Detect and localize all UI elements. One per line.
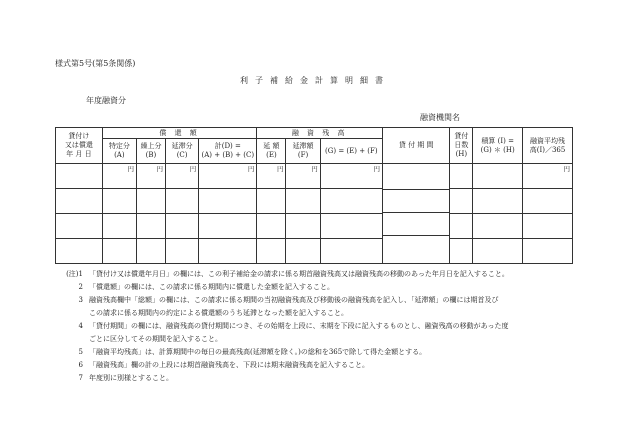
table-cell xyxy=(56,164,103,189)
institution-name-label: 融資機関名 xyxy=(420,113,460,122)
header-product: 積算 (I) = (G) ＊ (H) xyxy=(473,128,523,164)
form-number: 様式第5号(第5条関係) xyxy=(55,59,136,68)
header-repayment: 償 還 額 xyxy=(102,128,257,139)
table-row xyxy=(56,189,573,214)
yen-unit: 円 xyxy=(320,164,382,189)
yen-unit: 円 xyxy=(136,164,165,189)
yen-unit: 円 xyxy=(257,164,286,189)
note-item: 3 融資残高欄中「総額」の欄には、この請求に係る期間の当初融資残高及び移動後の融資残高を記入し、「延滞額」の欄には期首及び xyxy=(78,296,499,304)
fiscal-period-label: 年度融資分 xyxy=(86,96,126,105)
yen-unit: 円 xyxy=(523,164,573,189)
notes-section xyxy=(55,268,585,385)
table-row xyxy=(56,164,573,189)
table-row xyxy=(56,239,573,264)
loan-period-cells xyxy=(382,164,449,264)
table-cell xyxy=(450,164,473,189)
header-overdue: 延滞分 (C) xyxy=(166,139,199,164)
header-loan-days: 貸付 日数 (H) xyxy=(450,128,473,164)
note-continuation: この請求に係る期間内の約定による償還額のうち延滞となった額を記入すること。 xyxy=(89,309,348,317)
table-row xyxy=(56,214,573,239)
yen-unit: 円 xyxy=(102,164,136,189)
yen-unit: 円 xyxy=(199,164,257,189)
header-loan-period: 貸 付 期 間 xyxy=(382,128,449,164)
note-item: 6 「融資残高」欄の計の上段には期首融資残高を、下段には期末融資残高を記入すること。 xyxy=(78,361,369,369)
header-repay-total: 計(D) = (A) + (B) + (C) xyxy=(199,139,257,164)
note-item: 4 「貸付期間」の欄には、融資残高の貸付期間につき、その始期を上段に、末期を下段に記入するものとし、融資残高の移動があった度 xyxy=(78,322,509,330)
yen-unit: 円 xyxy=(166,164,199,189)
calculation-table xyxy=(55,127,573,264)
note-continuation: ごとに区分してその期間を記入すること。 xyxy=(89,335,222,343)
note-item: 5 「融資平均残高」は、計算期間中の毎日の最高残高(延滞額を除く。)の総和を365で除して得た金額とする。 xyxy=(78,348,427,356)
document-title: 利子補給金計算明細書 xyxy=(240,76,390,85)
header-delayed: 延滞額 (F) xyxy=(286,139,320,164)
header-specified: 特定分 (A) xyxy=(102,139,136,164)
header-balance-formula: (G) = (E) + (F) xyxy=(320,139,382,164)
header-loan-date: 貸付け 又は償還 年 月 日 xyxy=(56,128,103,164)
table-cell xyxy=(473,164,523,189)
header-deferred: 延 額 (E) xyxy=(257,139,286,164)
note-item: (注)1 「貸付け又は償還年月日」の欄には、この利子補給金の請求に係る期首融資残高又は融資残高の移動のあった年月日を記入すること。 xyxy=(66,270,509,278)
header-balance: 融 資 残 高 xyxy=(257,128,383,139)
note-item: 2 「償還額」の欄には、この請求に係る期間内に償還した金額を記入すること。 xyxy=(78,283,334,291)
header-advance: 繰上分 (B) xyxy=(136,139,165,164)
header-average-balance: 融資平均残 高(I)／365 xyxy=(523,128,573,164)
note-item: 7 年度別に別様とすること。 xyxy=(78,374,173,382)
yen-unit: 円 xyxy=(286,164,320,189)
